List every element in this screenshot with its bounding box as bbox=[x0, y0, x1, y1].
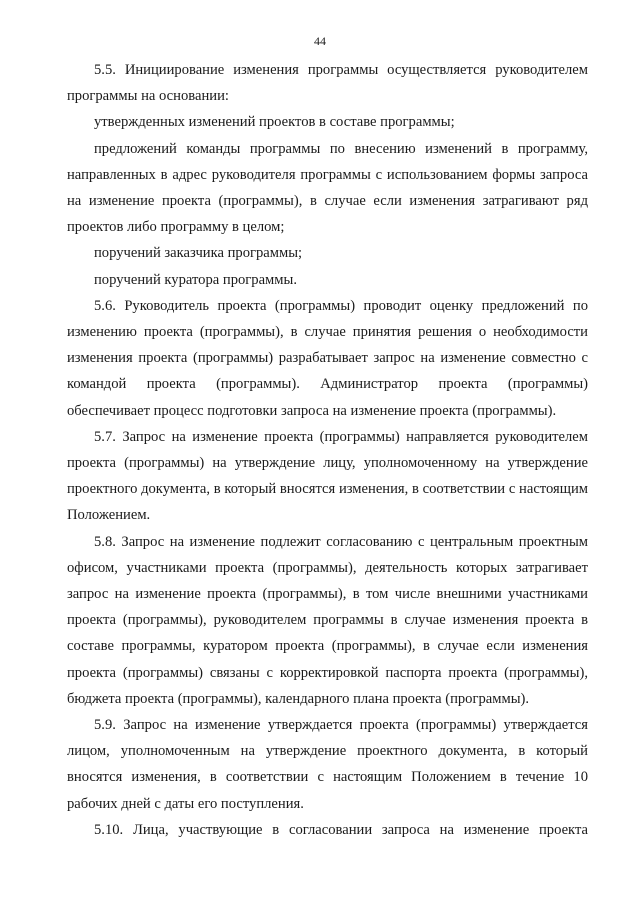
paragraph-5-5: 5.5. Инициирование изменения программы осуществляется руководителем программы на основании: bbox=[67, 62, 588, 105]
paragraph-5-6: 5.6. Руководитель проекта (программы) проводит оценку предложений по изменению проекта (программы), в случае принятия решения о необходимости изменения проекта (программы) разрабатывает запрос на изменение совместно с командой проекта (программы). Администратор проекта (программы) обеспечивает процесс подготовки запроса на изменение проекта (программы). bbox=[67, 297, 588, 419]
page-number: 44 bbox=[314, 34, 326, 48]
paragraph-5-8: 5.8. Запрос на изменение подлежит согласованию с центральным проектным офисом, участниками проекта (программы), деятельность которых затрагивает запрос на изменение проекта (программы), в том числе внешними участниками проекта (программы), руководителем программы в случае изменения проекта в составе программы, куратором проекта (программы), в случае если изменения проекта (программы) связаны с корректировкой паспорта проекта (программы), бюджета проекта (программы), календарного плана проекта (программы). bbox=[67, 533, 588, 707]
list-item-approved-changes: утвержденных изменений проектов в составе программы; bbox=[94, 114, 455, 131]
list-item-customer-orders: поручений заказчика программы; bbox=[94, 245, 303, 262]
paragraph-5-10: 5.10. Лица, участвующие в согласовании запроса на изменение проекта bbox=[94, 821, 588, 838]
list-item-curator-orders: поручений куратора программы. bbox=[94, 271, 297, 288]
document-body bbox=[67, 57, 588, 843]
paragraph-5-7: 5.7. Запрос на изменение проекта (программы) направляется руководителем проекта (программы) на утверждение лицу, уполномоченному на утверждение проектного документа, в который вносятся изменения, в соответствии с настоящим Положением. bbox=[67, 428, 588, 524]
paragraph-5-9: 5.9. Запрос на изменение утверждается проекта (программы) утверждается лицом, уполномоченным на утверждение проектного документа, в который вносятся изменения, в соответствии с настоящим Положением в течение 10 рабочих дней с даты его поступления. bbox=[67, 717, 588, 812]
list-item-team-proposals: предложений команды программы по внесению изменений в программу, направленных в адрес руководителя программы с использованием формы запроса на изменение проекта (программы), в случае если изменения затрагивают ряд проектов либо программу в целом; bbox=[67, 140, 588, 236]
